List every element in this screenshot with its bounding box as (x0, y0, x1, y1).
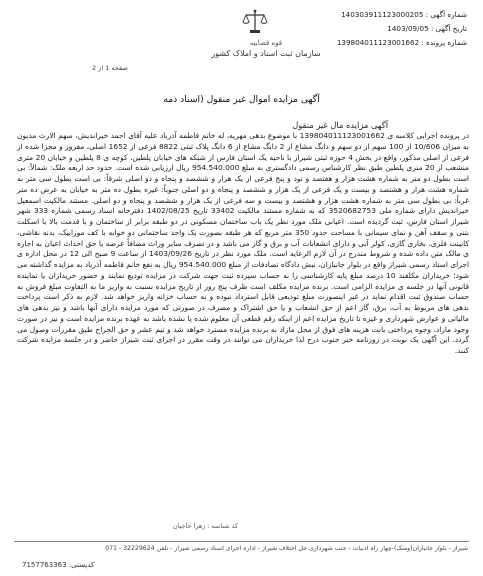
body-paragraph: در پرونده اجرایی کلاسه ی 139804011123001662 با موضوع بدهی مهریه، له خانم فاطمه آذرباد علیه آقای احمد خیراندیش، سهم الارث مدیون به میزان 10/606 از 100 سهم از دو سهم و دانگ مشاع از 2 دانگ مشاع از 6 دانگ پلاک ثبتی 8822 فرعی از 1652 اصلی، مفروز و مجزا شده از فرعی از اصلی مذکور، واقع در بخش 4 حوزه ثبتی شیراز با ناحیه یک استان فارس از شبکه های خیابان پلطین، کوچه ی 8 پلطین و خیابان 20 متری منشعب از 20 متری پلطین طبق نظر کارشناس رسمی دادگستری به مبلغ 954.540.000 ریال ارزیابی شده است. حدود حد اربعه ملک: شمالاً: بی است بطول دو متر به شماره هشت هزار و هفتصد و نود و پنج فرعی از یک هزار و ششصد و پنجاه و دو اصلی شرقاً: بی است بطول سی متر به شماره هشت هزار و هشتصد و بیست و یک فرعی از یک هزار و ششصد و پنجاه و دو اصلی جنوباً: غیره بطول ده متر به خیابان به عرض ده متر غرباً: بی بطول سی متر به شماره هشت هزار و هشتصد و بیست و سه فرعی از یک هزار و ششصد و پنجاه و دو اصلی. مستند مالکیت اسمعیل خیراندیش دارای شماره ملی 3520682753 که به شماره مستند مالکیت 33402 تاریخ 1402/08/25 دفترخانه اسناد رسمی شماره 333 شهر شیراز استان فارس، ثبت گردیده است. اعیانی ملک مورد نظر یک باب ساختمان مسکونی در دو طبقه برابر از ساختمان و با قدمت بالا با اسکلت بتنی و سقف آهن و نمای سیمانی با مساحت حدود 350 متر مربع که هر طبقه بصورت یک واحد ساختمانی دو خوابه با کف موزاییک، بدنه نقاشی، کابینت فلزی، بخاری گازی، کولر آبی و دارای انشعابات آب و برق و گاز می باشد و در تصرف سایر وراث مضافاً عرصه با حق احداث اعیان به اجاره ی مالک متن داده شده و شروط مندرج در آن لازم الرعایه است. ملک مورد نظر در تاریخ 1403/09/26 از ساعت 9 صبح الی 12 در محل اداره ی اجرای اسناد رسمی شیراز واقع در بلوار جانبازان، نبش دادگاه تصادفات از مبلغ 954.540.000 ریال به نفع خانم فاطمه آذرباد به مزایده گذاشته می شود؛ خریداران مکلفند 10 درصد مبلغ پایه کارشناسی را به حساب سپرده ثبت جهت شرکت در مزایده تودیع نمایند و حضور خریداران یا نماینده قانونی آنها در جلسه ی مزایده الزامی است. برنده مزایده مکلف است ظرف پنج روز از تاریخ مزایده نسبت به واریز ما به التفاوت مبلغ فروش به حساب صندوق ثبت اقدام نماید در غیر اینصورت مبلغ تودیعی قابل استرداد نبوده و به حساب خزانه واریز خواهد شد. لازم به ذکر است پرداخت بدهی های مربوط به آب، برق، گاز اعم از حق انشعاب و یا حق اشتراک و مصرف در صورتی که مورد مزایده دارای آنها باشد و نیز بدهی های مالیاتی و عوارض شهرداری و غیره تا تاریخ مزایده اعم از اینکه رقم قطعی آن معلوم شده یا نشده باشد به عهده برنده مزایده است و نیز در صورت وجود مازاد، وجوه پرداختی بابت هزینه های فوق از محل مازاد به برنده مزایده مسترد خواهد شد و نیم عشر و حق الحراج طبق مقررات وصول می گردد. این آگهی یک نوبت در روزنامه خبر جنوب درج لذا خریداران می توانند در وقت مقرر در اجرای ثبت شیراز حاضر و در جلسه مزایده شرکت کنند. (17, 131, 470, 355)
document-title: آگهی مزایده اموال غیر منقول (اسناد ذمه (163, 94, 320, 105)
ad-date-label: تاریخ آگهی : (428, 24, 467, 33)
file-number: 139804011123001662 (336, 38, 420, 47)
ad-number-label: شماره آگهی : (423, 10, 467, 19)
judiciary-emblem-icon (241, 8, 269, 36)
footer-divider (14, 541, 469, 542)
footer-address: شیراز - بلوار جانبازان(ومنک)-چهار راه ادبیات - جنب شهرداری حل اختلاف شیراز - اداره اجرای اسناد رسمی شیراز - تلفن 32229624 - 071 (105, 545, 468, 552)
ad-number: 140303911123000205 (341, 10, 424, 19)
postal-code: 7157763363 :کدپستی (22, 561, 95, 569)
ad-number-row (307, 8, 467, 22)
document-subtitle: آگهی مزایده مال غیر منقول (292, 120, 388, 130)
signer: کد شناسه : زهرا حاجیان (173, 522, 238, 530)
file-number-label: شماره پرونده : (419, 38, 467, 47)
org-subtitle: قوه قضاییه (249, 39, 283, 47)
file-number-row (307, 36, 467, 50)
ad-date-row (307, 22, 467, 36)
org-name: سازمان ثبت اسناد و املاک کشور (211, 49, 321, 58)
page-number: صفحه 1 از 2 (92, 64, 128, 72)
ad-date: 1403/09/05 (387, 24, 429, 33)
ad-metadata (307, 8, 467, 50)
